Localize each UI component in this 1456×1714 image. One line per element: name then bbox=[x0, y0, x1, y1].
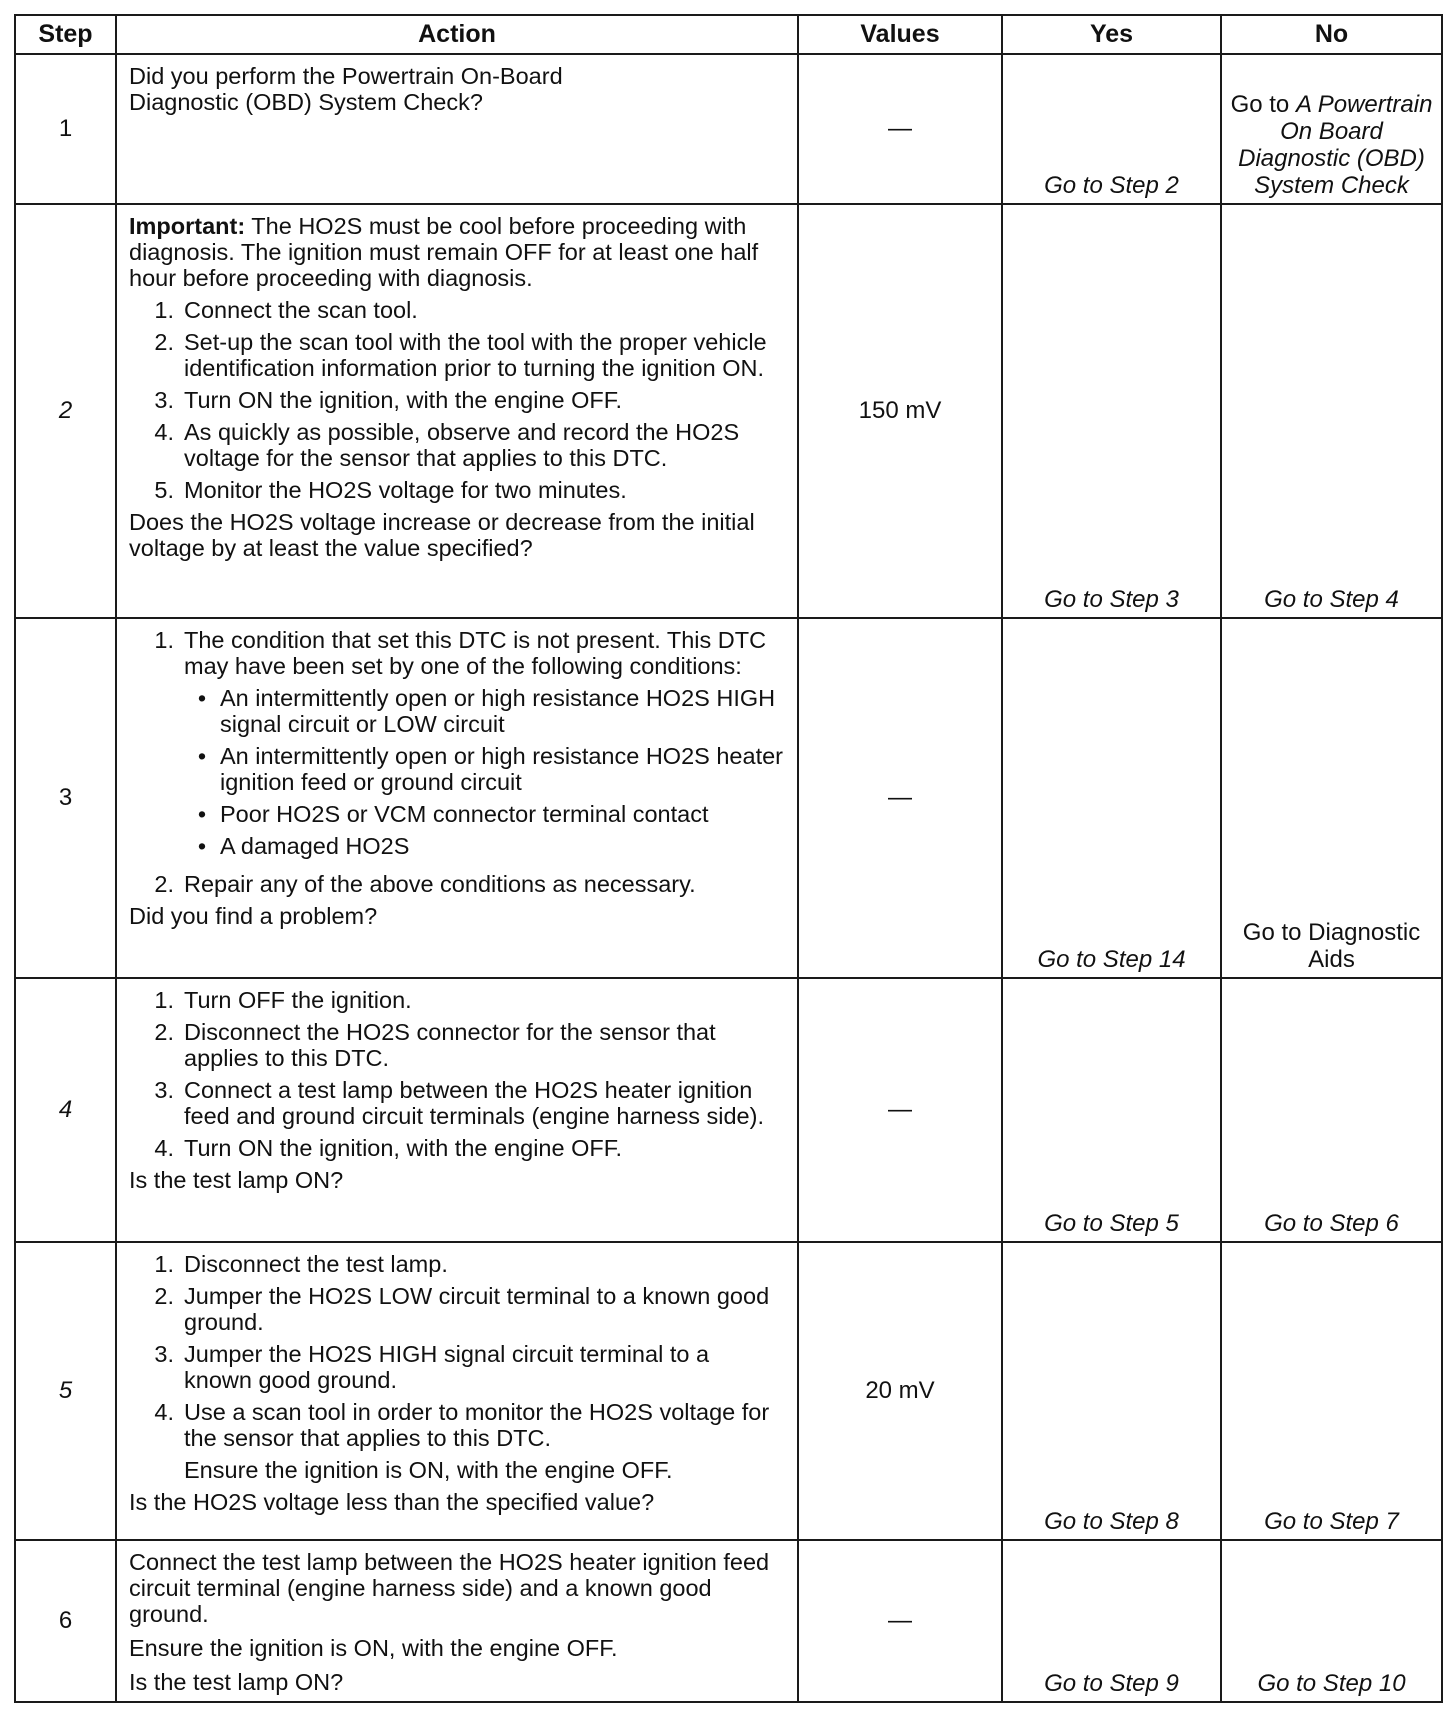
bullet-item: • A damaged HO2S bbox=[197, 833, 410, 859]
no-cell: Go to Diagnostic Aids bbox=[1221, 618, 1442, 978]
value-cell: — bbox=[798, 978, 1002, 1242]
step-number: 1 bbox=[15, 54, 116, 204]
list-item: 1. Connect the scan tool. bbox=[154, 297, 418, 323]
table-row bbox=[15, 1540, 1442, 1702]
no-cell bbox=[1221, 54, 1442, 204]
value-cell: — bbox=[798, 54, 1002, 204]
diagnostic-table-container bbox=[14, 14, 1443, 1703]
list-item-continuation: Ensure the ignition is ON, with the engine OFF. bbox=[184, 1457, 673, 1483]
step-number: 4 bbox=[15, 978, 116, 1242]
action-cell bbox=[116, 1540, 798, 1702]
list-item: 3. Turn ON the ignition, with the engine OFF. bbox=[154, 387, 623, 413]
value-cell: 150 mV bbox=[798, 204, 1002, 618]
list-item: 3. Connect a test lamp between the HO2S heater ignition feed and ground circuit terminals (engine harness side). bbox=[154, 1077, 764, 1129]
action-cell bbox=[116, 54, 798, 204]
step-list bbox=[129, 1251, 783, 1483]
action-question: Did you find a problem? bbox=[129, 903, 378, 929]
step-list bbox=[129, 987, 783, 1161]
value-cell: — bbox=[798, 1540, 1002, 1702]
action-question: Is the test lamp ON? bbox=[129, 1167, 344, 1193]
yes-cell: Go to Step 3 bbox=[1002, 204, 1221, 618]
table-row bbox=[15, 1242, 1442, 1540]
action-question: Is the HO2S voltage less than the specified value? bbox=[129, 1489, 655, 1515]
step-number: 5 bbox=[15, 1242, 116, 1540]
list-item: 2. Repair any of the above conditions as necessary. bbox=[154, 871, 696, 897]
no-cell: Go to Step 4 bbox=[1221, 204, 1442, 618]
step-list bbox=[129, 297, 783, 503]
yes-cell: Go to Step 5 bbox=[1002, 978, 1221, 1242]
value-cell: 20 mV bbox=[798, 1242, 1002, 1540]
step-number: 3 bbox=[15, 618, 116, 978]
yes-cell: Go to Step 14 bbox=[1002, 618, 1221, 978]
important-note bbox=[129, 213, 783, 291]
no-link-obd-check[interactable]: A Powertrain On Board Diagnostic (OBD) System Check bbox=[1238, 91, 1433, 199]
action-cell bbox=[116, 978, 798, 1242]
diagnostic-table bbox=[14, 14, 1443, 1703]
list-item: 4. Use a scan tool in order to monitor the HO2S voltage for the sensor that applies to this DTC. bbox=[154, 1399, 770, 1451]
list-item: 2. Jumper the HO2S LOW circuit terminal to a known good ground. bbox=[154, 1283, 770, 1335]
yes-cell: Go to Step 9 bbox=[1002, 1540, 1221, 1702]
list-item: 1. Turn OFF the ignition. bbox=[154, 987, 412, 1013]
bullet-item: • An intermittently open or high resistance HO2S heater ignition feed or ground circuit bbox=[197, 743, 783, 795]
yes-cell: Go to Step 2 bbox=[1002, 54, 1221, 204]
action-ensure: Ensure the ignition is ON, with the engine OFF. bbox=[129, 1635, 618, 1661]
list-item: 1. The condition that set this DTC is not present. This DTC may have been set by one of the following conditions: • An intermittently open or high resistance HO2S HIGH signal circuit or LOW circuit • An intermittently open or high resistance HO2S heater ignition feed or ground circuit • Poor HO2S or VCM connector terminal contact • A damaged HO2S bbox=[154, 627, 783, 859]
header-step: Step bbox=[15, 15, 116, 54]
list-item: 2. Disconnect the HO2S connector for the sensor that applies to this DTC. bbox=[154, 1019, 716, 1071]
no-cell: Go to Step 7 bbox=[1221, 1242, 1442, 1540]
no-prefix: Go to bbox=[1230, 91, 1296, 118]
header-yes: Yes bbox=[1002, 15, 1221, 54]
action-cell bbox=[116, 204, 798, 618]
action-question: Is the test lamp ON? bbox=[129, 1669, 344, 1695]
no-cell: Go to Step 10 bbox=[1221, 1540, 1442, 1702]
bullet-item: • An intermittently open or high resistance HO2S HIGH signal circuit or LOW circuit bbox=[197, 685, 776, 737]
bullet-list bbox=[184, 685, 783, 859]
table-row bbox=[15, 978, 1442, 1242]
header-row bbox=[15, 15, 1442, 54]
list-item: 2. Set-up the scan tool with the tool with the proper vehicle identification information prior to turning the ignition ON. bbox=[154, 329, 767, 381]
action-cell bbox=[116, 618, 798, 978]
action-question: Does the HO2S voltage increase or decrease from the initial voltage by at least the value specified? bbox=[129, 509, 755, 561]
header-action: Action bbox=[116, 15, 798, 54]
important-label: Important: bbox=[129, 213, 246, 239]
table-row bbox=[15, 204, 1442, 618]
action-cell bbox=[116, 1242, 798, 1540]
value-cell: — bbox=[798, 618, 1002, 978]
step-number: 2 bbox=[15, 204, 116, 618]
bullet-item: • Poor HO2S or VCM connector terminal contact bbox=[197, 801, 709, 827]
header-values: Values bbox=[798, 15, 1002, 54]
no-cell: Go to Step 6 bbox=[1221, 978, 1442, 1242]
table-row bbox=[15, 618, 1442, 978]
list-item: 3. Jumper the HO2S HIGH signal circuit terminal to a known good ground. bbox=[154, 1341, 710, 1393]
list-item: 1. Disconnect the test lamp. bbox=[154, 1251, 448, 1277]
important-text: The HO2S must be cool before proceeding with diagnosis. The ignition must remain OFF for at least one half hour before proceeding with diagnosis. bbox=[129, 213, 759, 291]
list-item: 4. As quickly as possible, observe and record the HO2S voltage for the sensor that applies to this DTC. bbox=[154, 419, 740, 471]
step-list bbox=[129, 627, 783, 897]
table-row bbox=[15, 54, 1442, 204]
list-item: 4. Turn ON the ignition, with the engine OFF. bbox=[154, 1135, 623, 1161]
header-no: No bbox=[1221, 15, 1442, 54]
action-text: Connect the test lamp between the HO2S heater ignition feed circuit terminal (engine harness side) and a known good ground. bbox=[129, 1549, 770, 1627]
yes-cell: Go to Step 8 bbox=[1002, 1242, 1221, 1540]
step-number: 6 bbox=[15, 1540, 116, 1702]
list-item: 5. Monitor the HO2S voltage for two minutes. bbox=[154, 477, 627, 503]
action-question: Did you perform the Powertrain On-Board Diagnostic (OBD) System Check? bbox=[129, 63, 563, 115]
